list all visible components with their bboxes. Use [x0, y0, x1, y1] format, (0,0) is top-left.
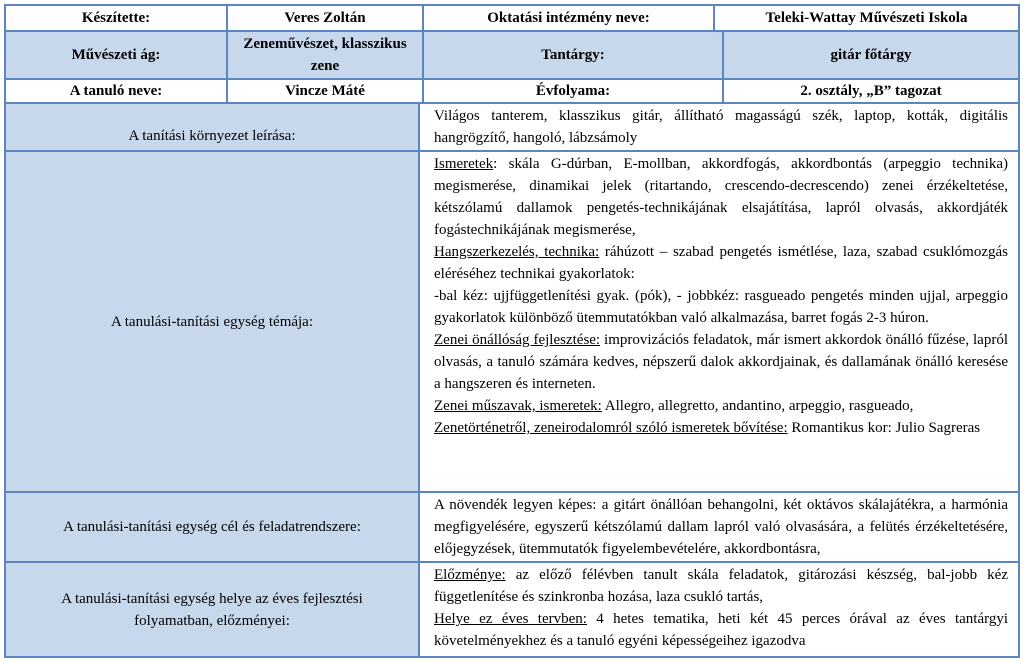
- institution-value-cell: [713, 4, 1020, 32]
- author-value-cell: [226, 4, 424, 32]
- institution-label-cell: [422, 4, 715, 32]
- student-value: Vincze Máté: [285, 83, 365, 99]
- goals-label-cell: [4, 491, 420, 563]
- prereq-heading: Előzménye:: [434, 567, 506, 583]
- author-value: Veres Zoltán: [284, 10, 366, 26]
- technique-paragraph: [434, 241, 1008, 285]
- independence-text: improvizációs feladatok, már ismert akkordok önálló fűzése, lapról olvasás, a tanuló számára kedves, népszerű dalok akkordjainak, és dallamának önálló keresése a hangszeren és interneten.: [434, 332, 1009, 392]
- terms-heading: Zenei műszavak, ismeretek:: [434, 398, 602, 414]
- terms-text: Allegro, allegretto, andantino, arpeggio, rasgueado,: [601, 398, 914, 414]
- place-content-cell: [418, 561, 1020, 658]
- subject-label: Tantárgy:: [541, 47, 605, 63]
- yearplan-text: 4 hetes tematika, heti két 45 perces órával az éves tantárgyi követelményekhez és a tanuló egyéni képességeihez igazodva: [434, 611, 1008, 649]
- art-branch-label-cell: [4, 30, 228, 80]
- prereq-text: az előző félévben tanult skála feladatok, gitározási készség, bal-jobb kéz függetlenítése és szinkronba hozása, laza csukló tartás,: [434, 567, 1008, 605]
- independence-heading: Zenei önállóság fejlesztése:: [434, 332, 601, 348]
- yearplan-heading: Helye ez éves tervben:: [434, 611, 587, 627]
- history-text: Romantikus kor: Julio Sagreras: [787, 420, 981, 436]
- technique-heading: Hangszerkezelés, technika:: [434, 244, 600, 260]
- grade-value-cell: [722, 78, 1020, 104]
- terms-paragraph: [434, 395, 1008, 417]
- place-label-cell: [4, 561, 420, 658]
- environment-label: A tanítási környezet leírása:: [128, 128, 296, 144]
- grade-value: 2. osztály, „B” tagozat: [800, 83, 942, 99]
- student-value-cell: [226, 78, 424, 104]
- student-label-cell: [4, 78, 228, 104]
- knowledge-text: : skála G-dúrban, E-mollban, akkordfogás, akkordbontás (arpeggio technika) megismerése, dinamikai jelek (ritartando, crescendo-decrescendo) zenei érzékeltetése, kétszólamú dallamok pengetés-technikájának elsajátítása, lapról olvasás, akkordjáték fogástechnikájának megismerése,: [434, 156, 1008, 238]
- yearplan-paragraph: [434, 608, 1008, 652]
- place-label: A tanulási-tanítási egység helye az éves fejlesztési folyamatban, előzményei:: [61, 590, 363, 629]
- student-label: A tanuló neve:: [69, 83, 163, 99]
- grade-label: Évfolyama:: [535, 83, 611, 99]
- subject-label-cell: [422, 30, 724, 80]
- art-branch-label: Művészeti ág:: [71, 47, 161, 63]
- subject-value-cell: [722, 30, 1020, 80]
- author-label: Készítette:: [81, 10, 151, 26]
- author-label-cell: [4, 4, 228, 32]
- institution-value: Teleki-Wattay Művészeti Iskola: [765, 10, 968, 26]
- hands-paragraph: -bal kéz: ujjfüggetlenítési gyak. (pók), - jobbkéz: rasgueado pengetés minden ujjal, arpeggio gyakorlatok különböző ütemmutatókban való alkalmazása, barret fogás 2-3 húron.: [434, 288, 1008, 326]
- knowledge-heading: Ismeretek: [434, 156, 494, 172]
- environment-label-cell: [4, 102, 420, 152]
- environment-text: Világos tanterem, klasszikus gitár, állítható magasságú szék, laptop, kották, digitális hangrögzítő, hangoló, lábzsámoly: [434, 108, 1008, 146]
- goals-content-cell: [418, 491, 1020, 563]
- topic-content-cell: [418, 150, 1020, 493]
- technique-text: ráhúzott – szabad pengetés ismétlése, laza, szabad csuklómozgás eléréséhez technikai gyakorlatok:: [434, 244, 1009, 282]
- goals-text: A növendék legyen képes: a gitárt önállóan behangolni, két oktávos skálajátékra, a harmónia megfigyelésére, egyszerű kétszólamú dallam lapról való olvasására, a felütés érzékeltetésére, előjegyzések, ütemmutatók figyelembevételére, akkordbontásra,: [434, 497, 1008, 557]
- prereq-paragraph: [434, 564, 1008, 608]
- goals-label: A tanulási-tanítási egység cél és feladatrendszere:: [63, 519, 361, 535]
- art-branch-value-cell: [226, 30, 424, 80]
- institution-label: Oktatási intézmény neve:: [487, 10, 650, 26]
- art-branch-value: Zeneművészet, klasszikus zene: [243, 36, 407, 74]
- independence-paragraph: [434, 329, 1008, 395]
- grade-label-cell: [422, 78, 724, 104]
- subject-value: gitár főtárgy: [830, 47, 912, 63]
- topic-label: A tanulási-tanítási egység témája:: [110, 313, 314, 330]
- knowledge-paragraph: [434, 153, 1008, 241]
- topic-label-cell: [4, 150, 420, 493]
- environment-content-cell: [418, 102, 1020, 152]
- history-heading: Zenetörténetről, zeneirodalomról szóló ismeretek bővítése:: [434, 420, 788, 436]
- history-paragraph: [434, 417, 1008, 439]
